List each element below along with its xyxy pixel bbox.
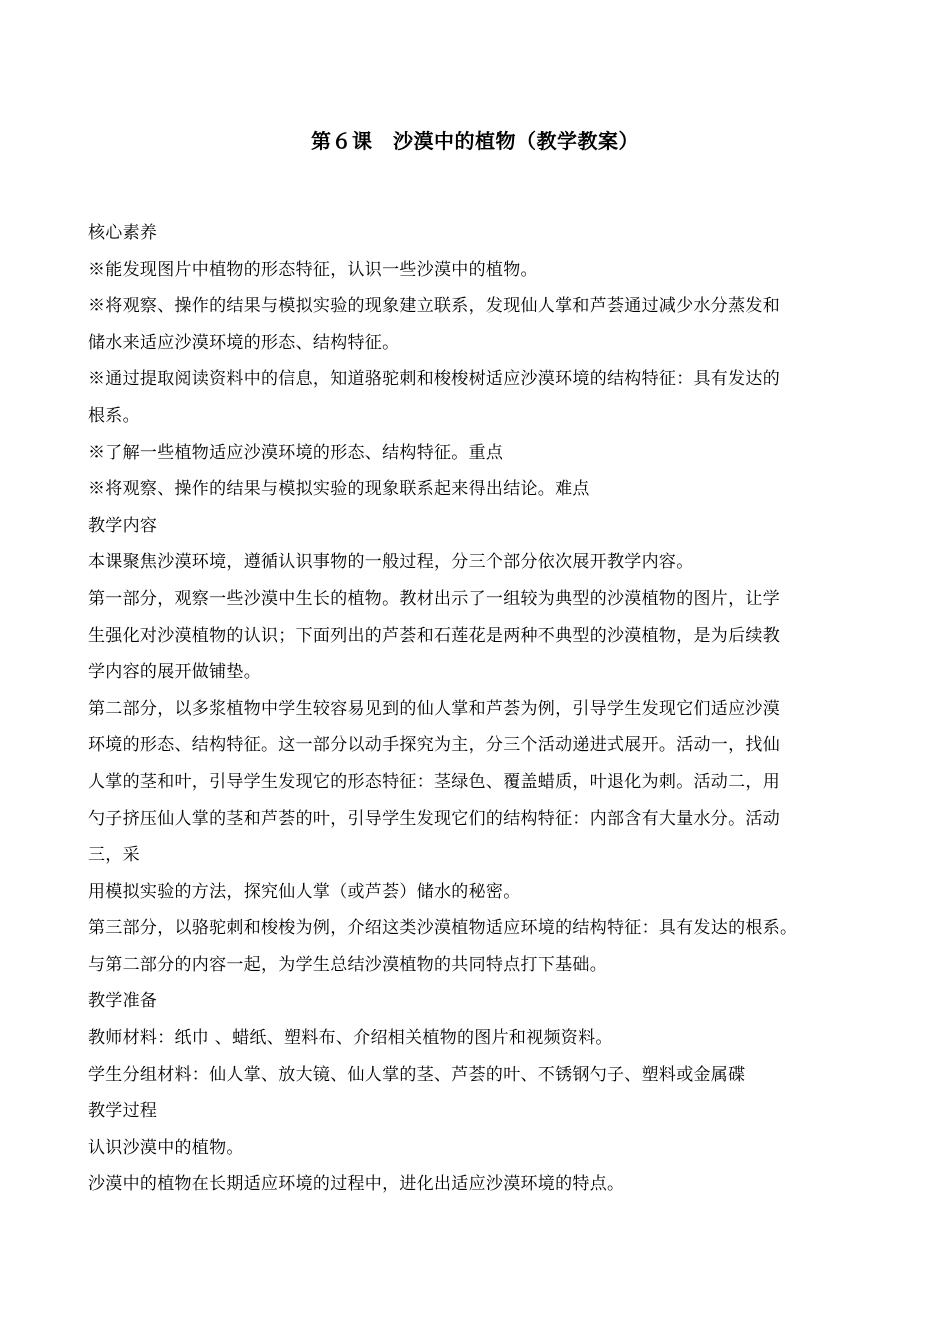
text-line: 用模拟实验的方法，探究仙人掌（或芦荟）储水的秘密。 [88,881,521,902]
text-line: 第三部分，以骆驼刺和梭梭为例，介绍这类沙漠植物适应环境的结构特征：具有发达的根系。 [88,918,798,939]
text-line: 环境的形态、结构特征。这一部分以动手探究为主，分三个活动递进式展开。活动一，找仙 [88,735,780,756]
text-line: ※能发现图片中植物的形态特征，认识一些沙漠中的植物。 [88,259,538,280]
text-line: ※了解一些植物适应沙漠环境的形态、结构特征。重点 [88,442,504,463]
text-line: 沙漠中的植物在长期适应环境的过程中，进化出适应沙漠环境的特点。 [88,1174,625,1195]
text-line: 人掌的茎和叶，引导学生发现它的形态特征：茎绿色、覆盖蜡质，叶退化为刺。活动二，用 [88,771,780,792]
text-line: 教师材料：纸巾 、蜡纸、塑料布、介绍相关植物的图片和视频资料。 [88,1028,613,1049]
document-title: 第６课 沙漠中的植物（教学教案） [311,129,639,153]
text-line: 第二部分，以多浆植物中学生较容易见到的仙人掌和芦荟为例，引导学生发现它们适应沙漠 [88,698,780,719]
text-line: ※通过提取阅读资料中的信息，知道骆驼刺和梭梭树适应沙漠环境的结构特征：具有发达的 [88,369,780,390]
text-line: 生强化对沙漠植物的认识；下面列出的芦荟和石莲花是两种不典型的沙漠植物，是为后续教 [88,625,780,646]
text-line: 学内容的展开做铺垫。 [88,662,261,683]
text-line: ※将观察、操作的结果与模拟实验的现象建立联系，发现仙人掌和芦荟通过减少水分蒸发和 [88,296,780,317]
text-line: 三，采 [88,845,140,866]
document-body [88,215,873,1203]
section-heading-core-literacy: 核心素养 [88,223,158,243]
text-line: 根系。 [88,405,140,426]
section-heading-teaching-preparation: 教学准备 [88,991,158,1012]
text-line: 储水来适应沙漠环境的形态、结构特征。 [88,332,400,353]
text-line: 本课聚焦沙漠环境，遵循认识事物的一般过程，分三个部分依次展开教学内容。 [88,552,694,573]
section-heading-teaching-content: 教学内容 [88,515,158,536]
text-line: ※将观察、操作的结果与模拟实验的现象联系起来得出结论。难点 [88,479,590,500]
text-line: 勺子挤压仙人掌的茎和芦荟的叶，引导学生发现它们的结构特征：内部含有大量水分。活动 [88,808,780,829]
text-line: 学生分组材料：仙人掌、放大镜、仙人掌的茎、芦荟的叶、不锈钢勺子、塑料或金属碟 [88,1064,746,1085]
text-line: 第一部分，观察一些沙漠中生长的植物。教材出示了一组较为典型的沙漠植物的图片，让学 [88,588,780,609]
section-heading-teaching-process: 教学过程 [88,1101,158,1122]
text-line: 认识沙漠中的植物。 [88,1137,244,1158]
text-line: 与第二部分的内容一起，为学生总结沙漠植物的共同特点打下基础。 [88,954,607,975]
